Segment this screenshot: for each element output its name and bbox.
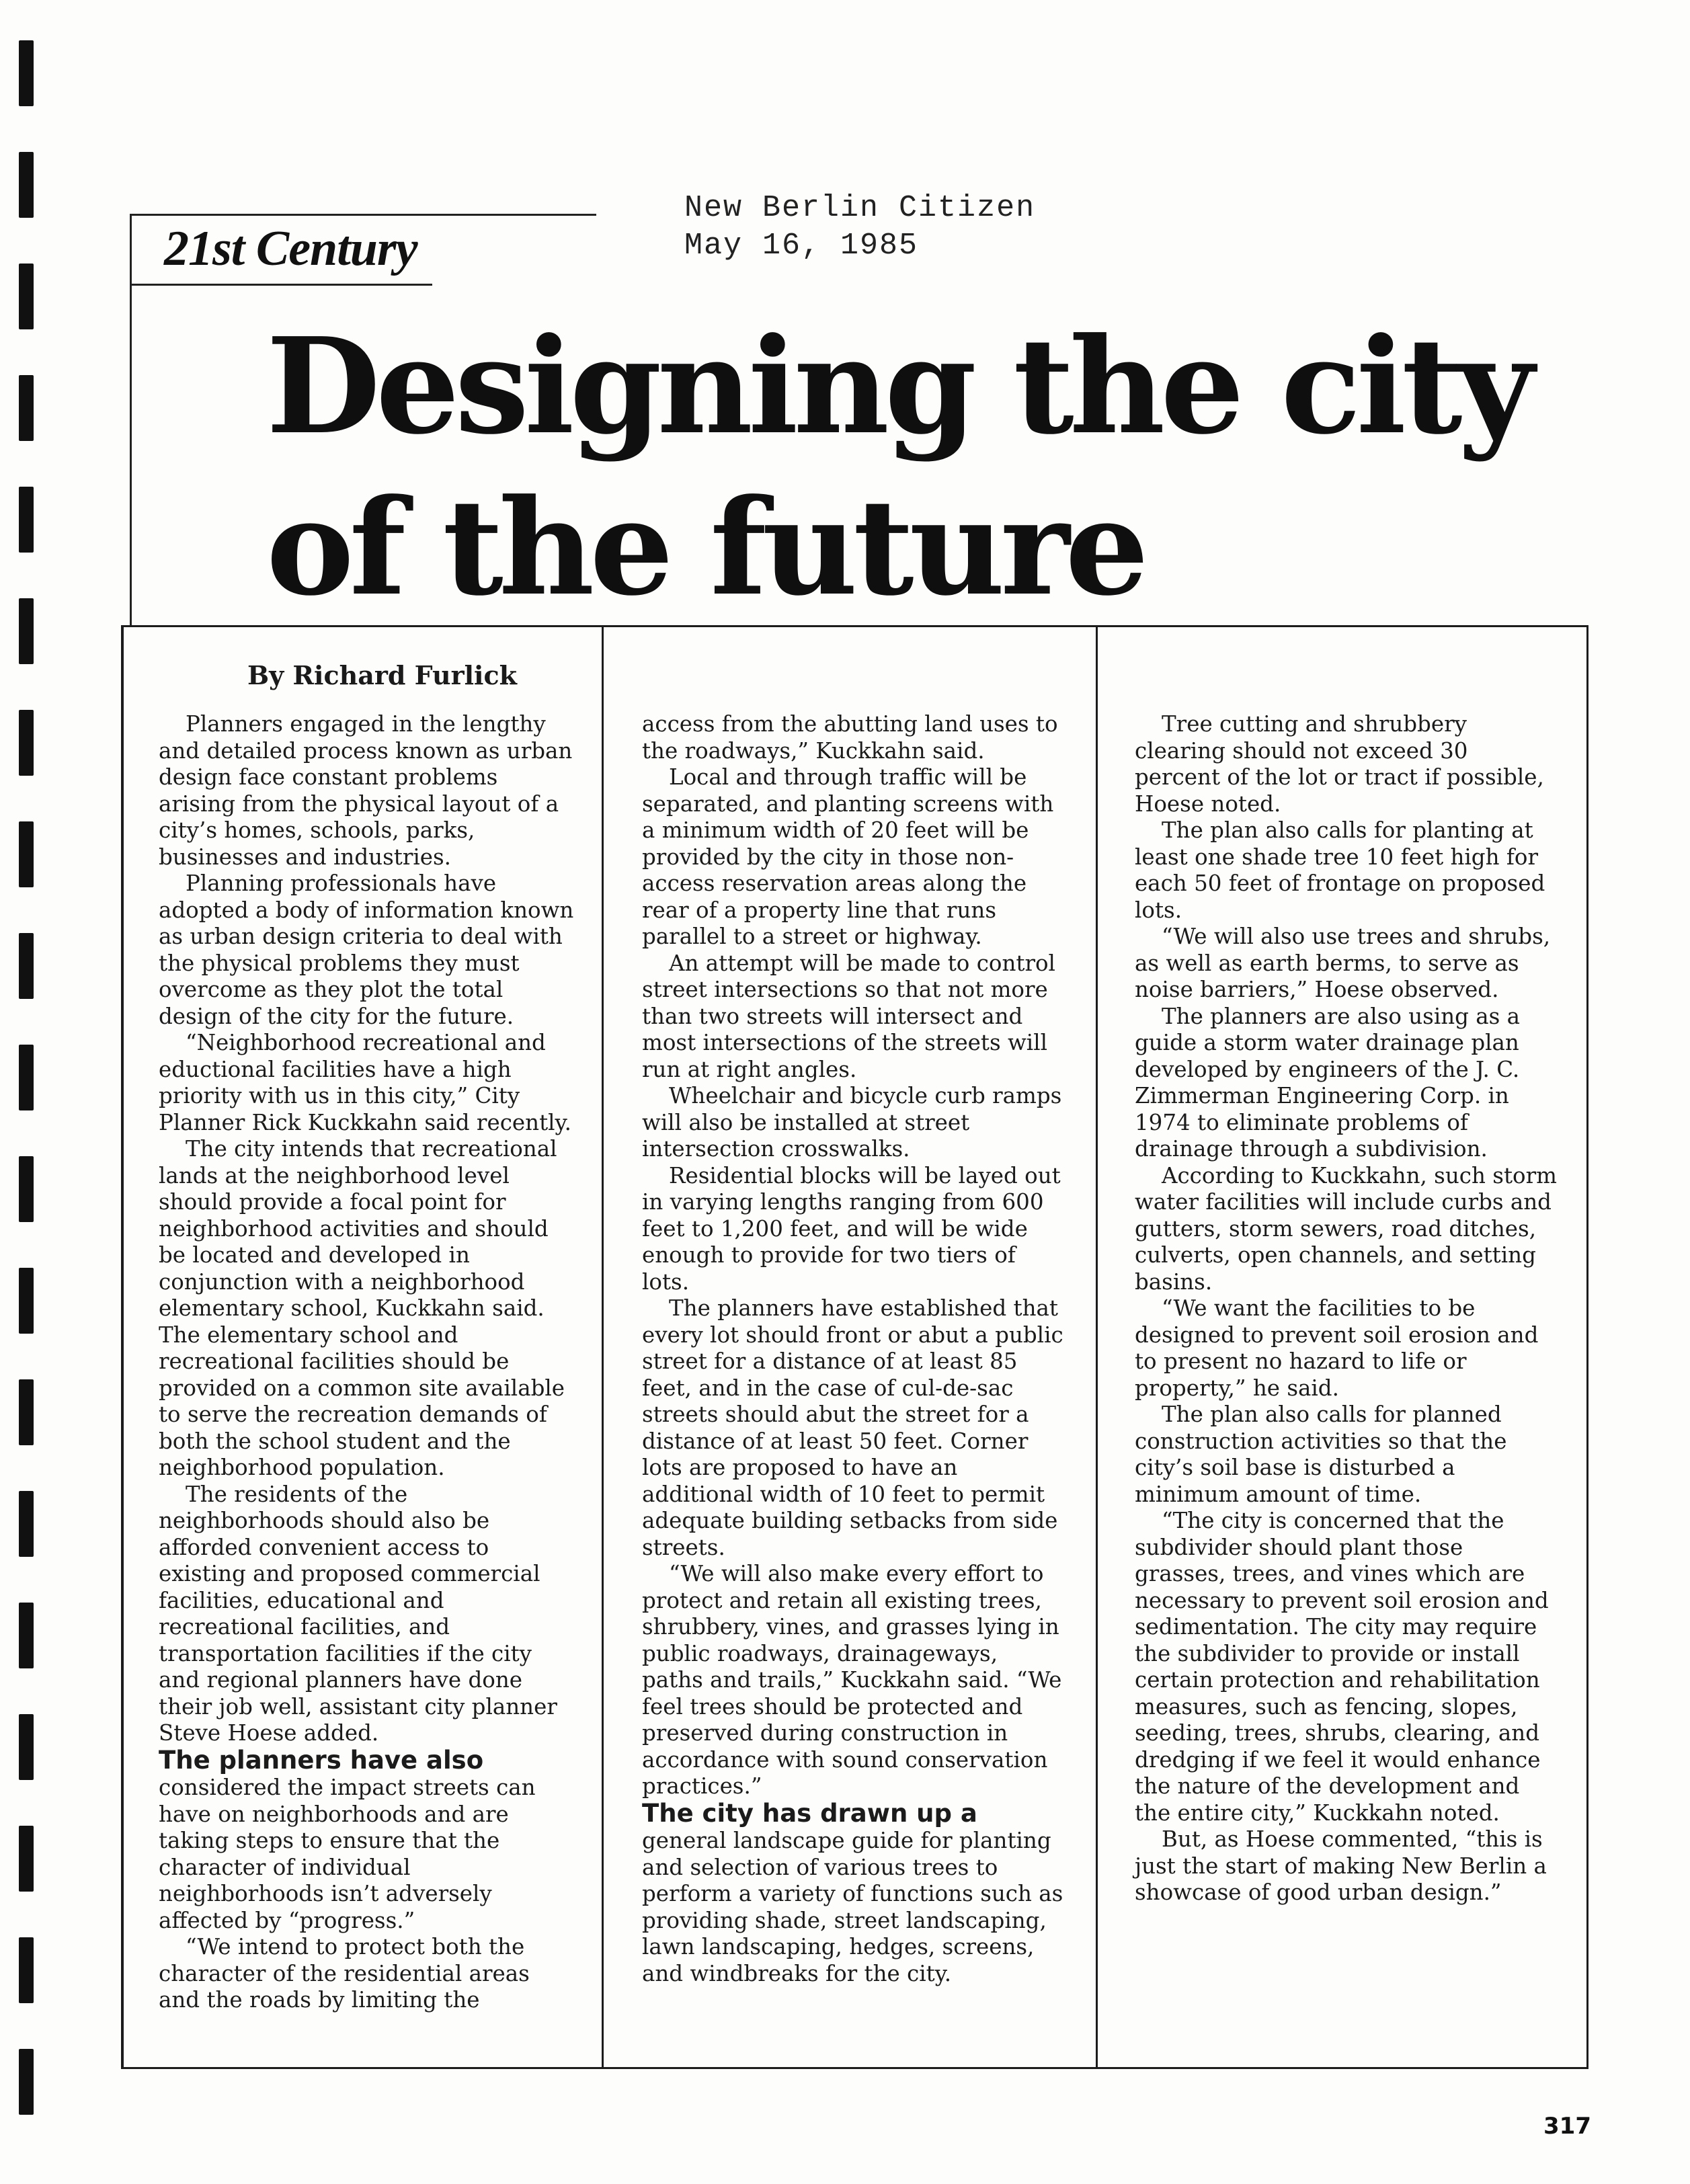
publication-date: May 16, 1985 bbox=[684, 229, 919, 263]
binding-hole-mark bbox=[19, 1937, 34, 2003]
paragraph-text: “The city is concerned that the subdivider should plant those grasses, trees, and vines which are necessary to prevent soil erosion and sedimentation. The city may require the subdivider to provide or install certain protection and rehabilitation measures, such as fencing, slopes, seeding, trees, shrubs, clearing, and dredging if we feel it would enhance the nature of the development and the entire city,” Kuckkahn noted. bbox=[1135, 1508, 1549, 1826]
paragraph-text: According to Kuckkahn, such storm water facilities will include curbs and gutters, storm sewers, road ditches, culverts, open channels, and setting basins. bbox=[1135, 1162, 1557, 1295]
paragraph-text: general landscape guide for planting and selection of various trees to perform a variety of functions such as providing shade, street landscaping, lawn landscaping, hedges, screens, and windbreaks for the city. bbox=[642, 1828, 1063, 1986]
binding-hole-mark bbox=[19, 1379, 34, 1445]
paragraph-text: “Neighborhood recreational and eductional facilities have a high priority with us in this city,” City Planner Rick Kuckkahn said recently. bbox=[159, 1030, 571, 1135]
binding-hole-mark bbox=[19, 40, 34, 106]
article-paragraph bbox=[159, 1136, 577, 1482]
paragraph-text: Residential blocks will be layed out in varying lengths ranging from 600 feet to 1,200 feet, and will be wide enough to provide for two tiers of lots. bbox=[642, 1162, 1061, 1295]
paragraph-text: Tree cutting and shrubbery clearing should not exceed 30 percent of the lot or tract if possible, Hoese noted. bbox=[1135, 711, 1544, 817]
paragraph-text: Planning professionals have adopted a body of information known as urban design criteria to deal with the physical problems they must overcome as they plot the total design of the city for the future. bbox=[159, 871, 574, 1029]
binding-hole-mark bbox=[19, 264, 34, 329]
paragraph-text: Local and through traffic will be separated, and planting screens with a minimum width of 20 feet will be provided by the city in those non-access reservation areas along the rear of a property line that runs parallel to a street or highway. bbox=[642, 764, 1054, 949]
paragraph-text: Planners engaged in the lengthy and detailed process known as urban design face constant problems arising from the physical layout of a city’s homes, schools, parks, businesses and industries. bbox=[159, 711, 573, 870]
byline: By Richard Furlick bbox=[247, 660, 517, 690]
paragraph-text: The city intends that recreational lands at the neighborhood level should provide a focal point for neighborhood activities and should be located and developed in conjunction with a neighborhood elementary school, Kuckkahn said. The elementary school and recreational facilities should be provided on a common site available to serve the recreation demands of both the school student and the neighborhood population. bbox=[159, 1136, 565, 1480]
paragraph-text: The planners have established that every lot should front or abut a public street for a distance of at least 85 feet, and in the case of cul-de-sac streets should abut the street for a distance of at least 50 feet. Corner lots are proposed to have an additional width of 10 feet to permit adequate building setbacks from side streets. bbox=[642, 1295, 1063, 1560]
article-paragraph bbox=[159, 1747, 577, 1935]
paragraph-text: The planners are also using as a guide a storm water drainage plan developed by engineers of the J. C. Zimmerman Engineering Corp. in 1974 to eliminate problems of drainage through a subdivision. bbox=[1135, 1003, 1521, 1162]
article-column-3 bbox=[1135, 711, 1558, 1906]
article-column-1 bbox=[159, 711, 577, 2014]
article-paragraph bbox=[1135, 1295, 1558, 1402]
column-divider-1 bbox=[602, 625, 604, 2069]
article-paragraph bbox=[159, 1482, 577, 1747]
publication-name: New Berlin Citizen bbox=[684, 191, 1036, 225]
paragraph-text: “We intend to protect both the character of the residential areas and the roads by limiting the bbox=[159, 1934, 530, 2013]
binding-marks bbox=[19, 40, 35, 2151]
paragraph-text: An attempt will be made to control street intersections so that not more than two streets will intersect and most intersections of the streets will run at right angles. bbox=[642, 950, 1055, 1082]
binding-hole-mark bbox=[19, 710, 34, 776]
column-divider-2 bbox=[1096, 625, 1098, 2069]
binding-hole-mark bbox=[19, 1156, 34, 1222]
paragraph-text: access from the abutting land uses to the roadways,” Kuckkahn said. bbox=[642, 711, 1058, 764]
article-paragraph bbox=[1135, 1826, 1558, 1906]
article-paragraph bbox=[1135, 1004, 1558, 1163]
paragraph-text: But, as Hoese commented, “this is just the start of making New Berlin a showcase of good urban design.” bbox=[1135, 1826, 1547, 1905]
paragraph-text: The plan also calls for planned construction activities so that the city’s soil base is disturbed a minimum amount of time. bbox=[1135, 1402, 1507, 1507]
paragraph-text: “We want the facilities to be designed to prevent soil erosion and to present no hazard to life or property,” he said. bbox=[1135, 1295, 1539, 1401]
article-paragraph bbox=[159, 1934, 577, 2014]
article-paragraph bbox=[642, 711, 1065, 764]
article-paragraph bbox=[642, 1295, 1065, 1561]
binding-hole-mark bbox=[19, 1603, 34, 1668]
binding-hole-mark bbox=[19, 2049, 34, 2115]
binding-hole-mark bbox=[19, 1268, 34, 1334]
article-paragraph bbox=[1135, 1508, 1558, 1826]
article-paragraph bbox=[642, 1163, 1065, 1296]
article-paragraph bbox=[159, 871, 577, 1030]
binding-hole-mark bbox=[19, 1491, 34, 1557]
paragraph-text: “We will also use trees and shrubs, as well as earth berms, to serve as noise barriers,” Hoese observed. bbox=[1135, 924, 1551, 1002]
section-kicker: 21st Century bbox=[164, 221, 417, 276]
binding-hole-mark bbox=[19, 933, 34, 999]
article-paragraph bbox=[1135, 711, 1558, 817]
subhead-lead-in: The city has drawn up a bbox=[642, 1798, 977, 1828]
article-paragraph bbox=[642, 1800, 1065, 1988]
binding-hole-mark bbox=[19, 487, 34, 553]
headline bbox=[266, 306, 1543, 629]
article-paragraph bbox=[159, 1030, 577, 1136]
article-paragraph bbox=[642, 1561, 1065, 1800]
page-number: 317 bbox=[1543, 2113, 1591, 2140]
article-paragraph bbox=[642, 951, 1065, 1084]
binding-hole-mark bbox=[19, 1714, 34, 1780]
article-paragraph bbox=[1135, 817, 1558, 924]
headline-line-2: of the future bbox=[266, 471, 1145, 625]
paragraph-text: “We will also make every effort to protect and retain all existing trees, shrubbery, vines, and grasses lying in public roadways, drainageways, paths and trails,” Kuckkahn said. “We feel trees should be protected and preserved during construction in accordance with sound conservation practices.” bbox=[642, 1561, 1062, 1799]
headline-line-1: Designing the city bbox=[266, 309, 1530, 464]
binding-hole-mark bbox=[19, 152, 34, 218]
article-paragraph bbox=[642, 1083, 1065, 1163]
binding-hole-mark bbox=[19, 375, 34, 441]
binding-hole-mark bbox=[19, 598, 34, 664]
binding-hole-mark bbox=[19, 1826, 34, 1892]
article-paragraph bbox=[159, 711, 577, 871]
article-column-2 bbox=[642, 711, 1065, 1987]
source-note bbox=[684, 190, 1035, 265]
header-frame-left bbox=[130, 214, 132, 625]
kicker-top-rule bbox=[131, 214, 596, 216]
paragraph-text: The plan also calls for planting at least one shade tree 10 feet high for each 50 feet of frontage on proposed lots. bbox=[1135, 817, 1545, 923]
paragraph-text: Wheelchair and bicycle curb ramps will also be installed at street intersection crosswalks. bbox=[642, 1083, 1062, 1162]
article-paragraph bbox=[642, 764, 1065, 951]
kicker-underline bbox=[131, 284, 432, 286]
binding-hole-mark bbox=[19, 1045, 34, 1110]
binding-hole-mark bbox=[19, 821, 34, 887]
paragraph-text: considered the impact streets can have on neighborhoods and are taking steps to ensure that the character of individual neighborhoods isn’t adversely affected by “progress.” bbox=[159, 1775, 536, 1933]
article-paragraph bbox=[1135, 1163, 1558, 1296]
article-paragraph bbox=[1135, 1402, 1558, 1508]
subhead-lead-in: The planners have also bbox=[159, 1745, 484, 1775]
article-paragraph bbox=[1135, 924, 1558, 1004]
paragraph-text: The residents of the neighborhoods should also be afforded convenient access to existing and proposed commercial facilities, educational and recreational facilities, and transportation facilities if the city and regional planners have done their job well, assistant city planner Steve Hoese added. bbox=[159, 1481, 557, 1746]
